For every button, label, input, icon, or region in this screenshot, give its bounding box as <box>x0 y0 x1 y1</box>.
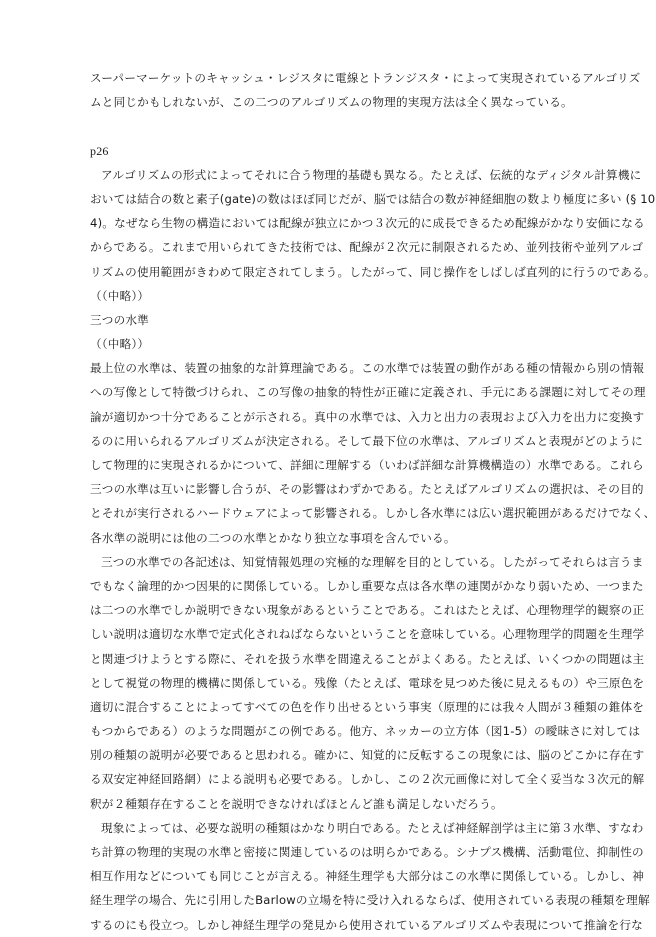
page-number-label: p26 <box>90 143 109 158</box>
text-line: への写像として特徴づけられ、この写像の抽象的特性が正確に定義され、手元にある課題に対してその理 <box>90 385 646 400</box>
text-line: 最上位の水準は、装置の抽象的な計算理論である。この水準では装置の動作がある種の情報から別の情報 <box>90 361 645 376</box>
text-line: スーパーマーケットのキャッシュ・レジスタに電線とトランジスタ・によって実現されているアルゴリズ <box>90 71 641 85</box>
text-line: 経生理学の場合、先に引用したBarlowの立場を特に受け入れるならば、使用されている表現の種類を理解 <box>90 893 650 908</box>
text-line: しい説明は適切な水準で定式化されねばならないということを意味している。心理物理学的問題を生理学 <box>90 627 645 642</box>
text-line: アルゴリズムの形式によってそれに合う物理的基礎も異なる。たとえば、伝統的なディジタル計算機に <box>101 167 642 182</box>
text-line: もつからである）のような問題がこの例である。他方、ネッカーの立方体（図1-5）の曖昧さに対しては <box>90 724 641 739</box>
text-line: 各水準の説明には他の二つの水準とかなり独立な事項を含んでいる。 <box>90 530 456 545</box>
text-line: 適切に混合することによってすべての色を作り出せるという事実（原理的には我々人間が３種類の錐体を <box>90 699 645 714</box>
text-line: おいては結合の数と素子(gate)の数はほぼ同じだが、脳では結合の数が神経細胞の数より極度に多い (§ 10 <box>90 191 656 206</box>
omission-note: （（中略）） <box>90 337 150 352</box>
text-line: からである。これまで用いられてきた技術では、配線が２次元に制限されるため、並列技術や並列アルゴ <box>90 240 644 255</box>
document-page <box>90 66 656 937</box>
text-line: と関連づけようとする際に、それを扱う水準を間違えることがよくある。たとえば、いくつかの問題は主 <box>90 651 645 666</box>
text-line: 4)。なぜなら生物の構造においては配線が独立にかつ３次元的に成長できるため配線がかなり安価になる <box>90 216 645 231</box>
text-line: ち計算の物理的実現の水準と密接に関連しているのは明らかである。シナプス機構、活動電位、抑制性の <box>90 845 644 859</box>
omission-note: （（中略）） <box>90 288 150 303</box>
text-line: とそれが実行されるハードウェアによって影響される。しかし各水準には広い選択範囲があるだけでなく、 <box>90 506 656 521</box>
text-line: 現象によっては、必要な説明の種類はかなり明白である。たとえば神経解剖学は主に第３水準、すなわ <box>101 820 644 835</box>
text-line: して物理的に実現されるかについて、詳細に理解する（いわば詳細な計算機構造の）水準である。これら <box>90 458 644 472</box>
text-line: 論が適切かつ十分であることが示される。真中の水準では、入力と出力の表現および入力を出力に変換す <box>90 409 645 424</box>
text-line: でもなく論理的かつ因果的に関係している。しかし重要な点は各水準の連関がかなり弱いため、一つまた <box>90 578 644 593</box>
text-line: る双安定神経回路網）による説明も必要である。しかし、この２次元画像に対して全く妥当な３次元的解 <box>90 772 645 787</box>
text-line: リズムの使用範囲がきわめて限定されてしまう。したがって、同じ操作をしばしば直列的に行うのである。 <box>90 264 656 279</box>
text-line: 相互作用などについても同じことが言える。神経生理学も大部分はこの水準に関係している。しかし、神 <box>90 869 645 884</box>
text-line: 三つの水準での各記述は、知覚情報処理の究極的な理解を目的としている。したがってそれらは言うま <box>101 554 644 569</box>
text-line: 釈が２種類存在することを説明できなければほとんど誰も満足しないだろう。 <box>90 796 503 811</box>
text-line: として視覚の物理的機構に関係している。残像（たとえば、電球を見つめた後に見えるもの）や三原色を <box>90 675 645 690</box>
text-line: ムと同じかもしれないが、この二つのアルゴリズムの物理的実現方法は全く異なっている。 <box>90 95 573 110</box>
text-line: は二つの水準でしか説明できない現象があるということである。これはたとえば、心理物理学的観察の正 <box>90 603 645 618</box>
text-line: るのに用いられるアルゴリズムが決定される。そして最下位の水準は、アルゴリズムと表現がどのように <box>90 433 643 448</box>
spacer <box>90 114 576 138</box>
section-heading: 三つの水準 <box>90 312 149 327</box>
text-line: 三つの水準は互いに影響し合うが、その影響はわずかである。たとえばアルゴリズムの選択は、その目的 <box>90 482 644 497</box>
text-line: 別の種類の説明が必要であると思われる。確かに、知覚的に反転するこの現象には、脳のどこかに存在す <box>90 748 645 763</box>
text-line: するのにも役立つ。しかし神経生理学の発見から使用されているアルゴリズムや表現について推論を行な <box>90 917 643 932</box>
